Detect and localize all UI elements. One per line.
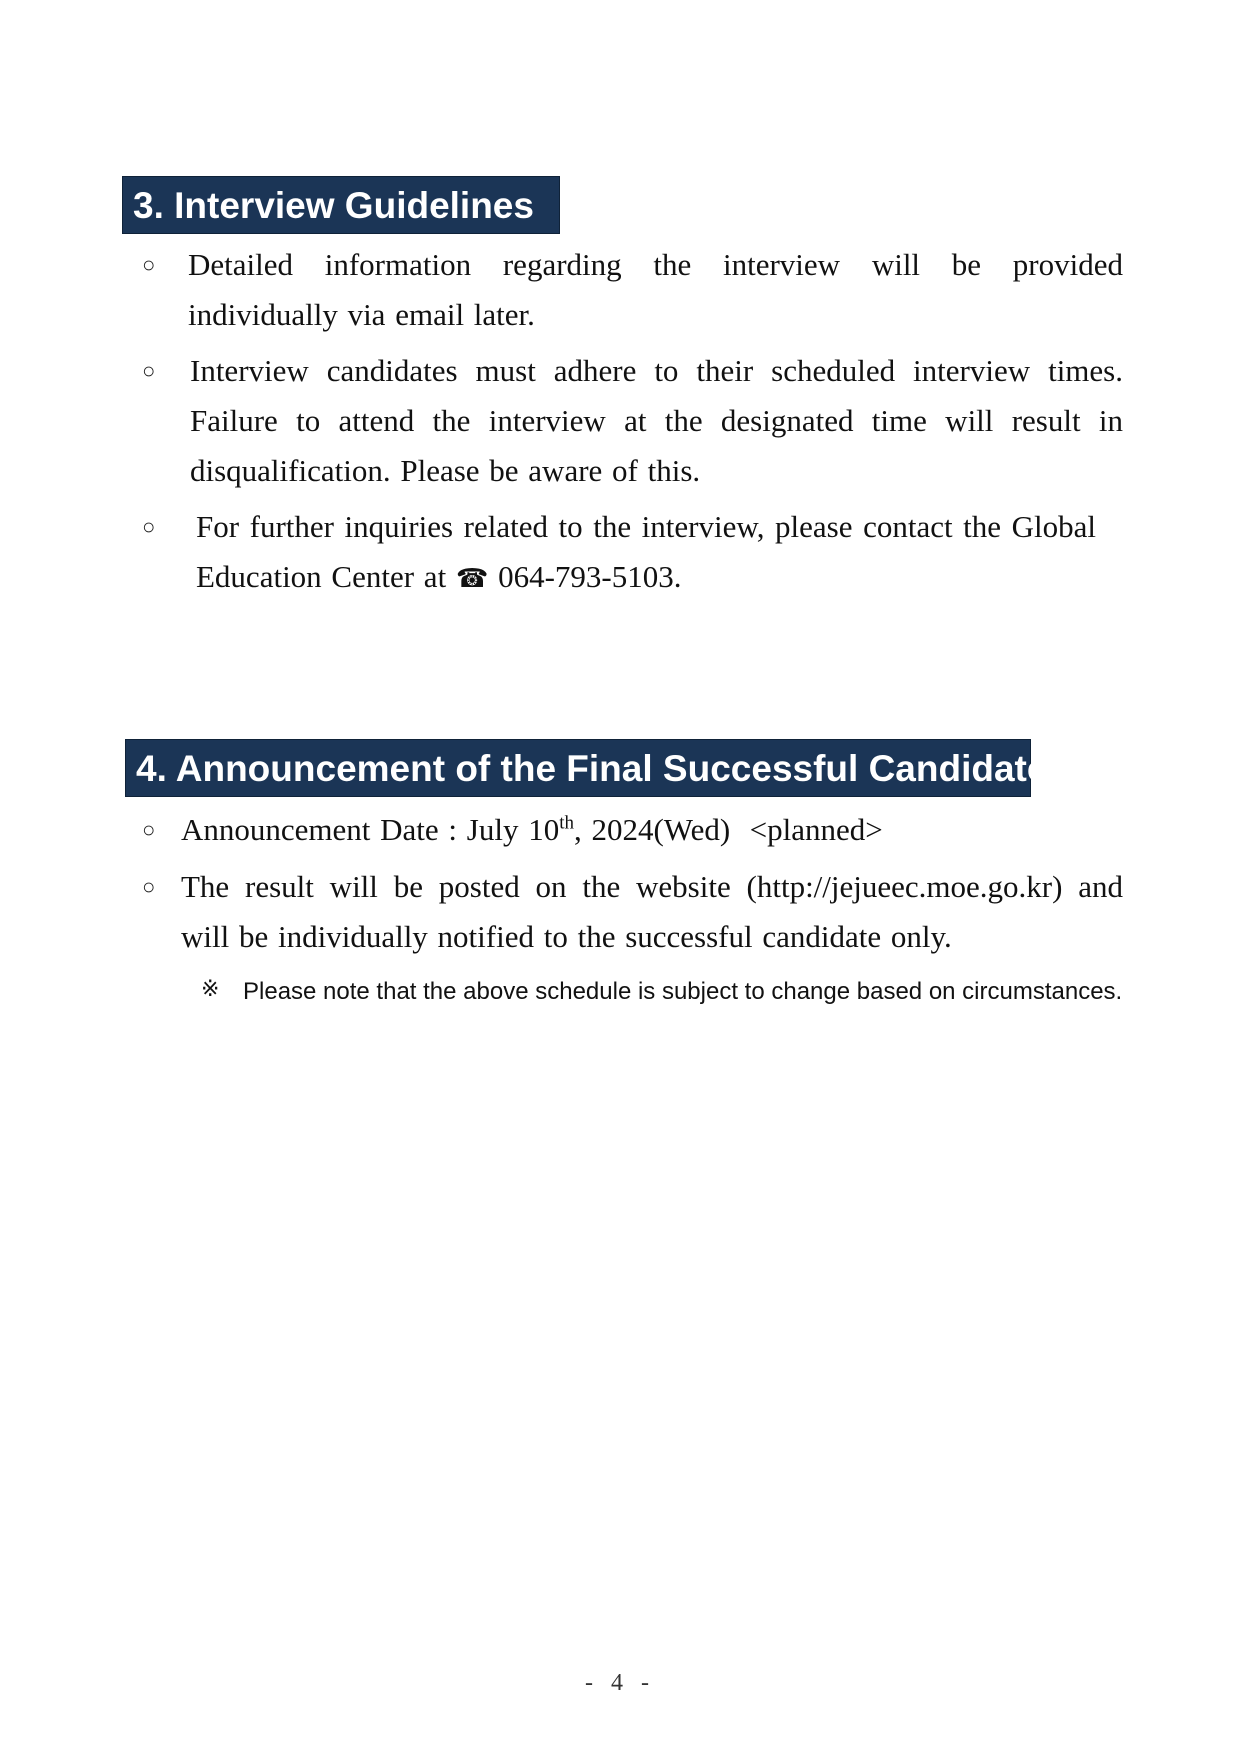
interview-bullet-schedule: Interview candidates must adhere to their scheduled interview times. Failure to attend the interview at the designated time will result in disqualification. Please be aware of this.	[190, 353, 1123, 488]
interview-bullet-email: Detailed information regarding the interview will be provided individually via email later.	[188, 247, 1123, 332]
bullet-icon: ○	[142, 514, 156, 539]
announcement-date-suffix: , 2024(Wed) <planned>	[573, 812, 883, 847]
page-number: - 4 -	[585, 1670, 655, 1696]
phone-number: 064-793-5103.	[498, 559, 682, 594]
announcement-date-prefix: Announcement Date : July 10	[181, 812, 560, 847]
announcement-date	[181, 805, 1081, 855]
section-heading-announcement: 4. Announcement of the Final Successful Candidate	[125, 739, 1031, 797]
schedule-change-note: Please note that the above schedule is subject to change based on circumstances.	[243, 978, 1123, 1005]
bullet-icon: ○	[142, 817, 156, 842]
section-heading-interview-guidelines: 3. Interview Guidelines	[122, 176, 560, 234]
bullet-icon: ○	[142, 252, 156, 277]
phone-icon: ☎	[455, 564, 489, 594]
bullet-icon: ○	[142, 874, 156, 899]
contact-text: For further inquiries related to the interview, please contact the Global Education Center at	[196, 509, 1096, 594]
date-ordinal-suffix: th	[559, 812, 574, 834]
interview-bullet-contact	[196, 502, 1096, 604]
bullet-icon: ○	[142, 358, 156, 383]
reference-mark-icon: ※	[201, 977, 220, 1002]
result-notice: The result will be posted on the website (http://jejueec.moe.go.kr) and will be individually notified to the successful candidate only.	[181, 869, 1123, 954]
